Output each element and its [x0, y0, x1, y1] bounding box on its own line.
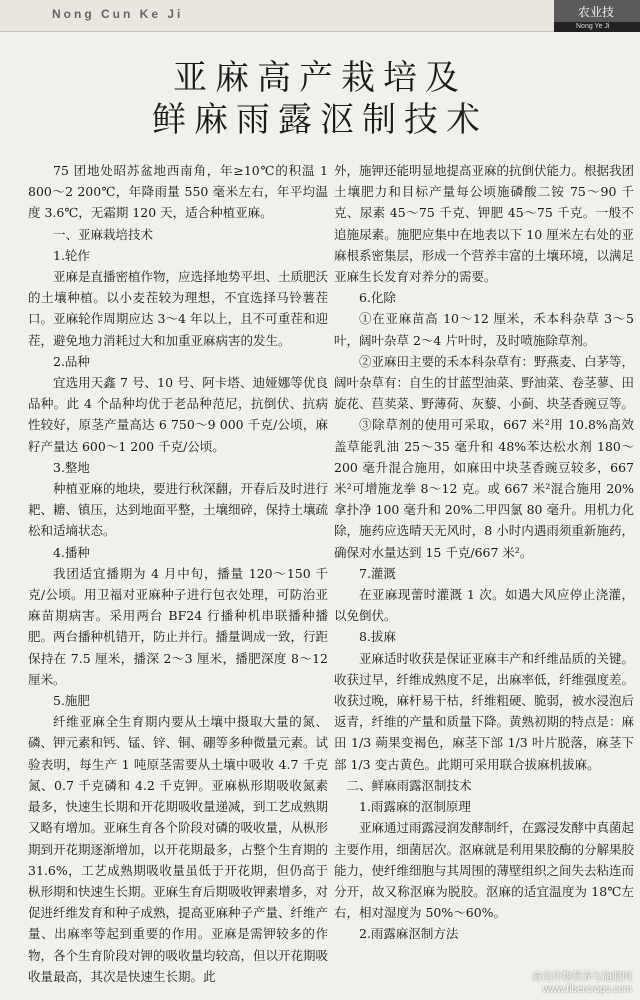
- section-heading: 1.轮作: [53, 247, 90, 263]
- section-heading: 7.灌溉: [359, 565, 396, 581]
- article-title-line-2: 鲜麻雨露沤制技术: [152, 100, 488, 140]
- section-tab-english: Nong Ye Ji: [554, 22, 640, 32]
- body-paragraph: 宜选用天鑫 7 号、10 号、阿卡塔、迪娅娜等优良品种。此 4 个品种均优于老品种范尼，抗倒伏、抗病性较好，原茎产量高达 6 750～9 000 千克/公顷，麻籽产量达 600～1 200 千克/公顷。: [28, 375, 328, 454]
- body-paragraph: 纤维亚麻全生育期内要从土壤中摄取大量的氮、磷、钾元素和钙、锰、锌、铜、硼等多种微量元素。试验表明，每生产 1 吨原茎需要从土壤中吸收 4.7 千克氮、0.7 千克磷和 4.2 千克钾。亚麻枞形期吸收氮素最多，快速生长期和开花期吸收量递减，到工艺成熟期又略有增加。亚麻生育各个阶段对磷的吸收量，从枞形期到开花期逐渐增加，以开花期最多，占整个生育期的 31.6%，工艺成熟期吸收量虽低于开花期，但仍高于枞形期和快速生长期。亚麻生育后期吸收钾素增多，对促进纤维发育和种子成熟，提高亚麻种子产量、纤维产量、出麻率等起到重要的作用。亚麻是需钾较多的作物，各个生育阶段对钾的吸收量均较高，但以开花期吸收量最高，其次是快速生长期。此: [28, 714, 328, 984]
- section-heading: 5.施肥: [53, 693, 90, 709]
- section-heading: 8.拔麻: [359, 629, 396, 645]
- journal-name: Nong Cun Ke Ji: [52, 7, 184, 21]
- watermark-line-2: www.fibercrops.com: [542, 984, 632, 995]
- right-column: [334, 160, 634, 995]
- body-paragraph: 我团适宜播期为 4 月中旬，播量 120～150 千克/公顷。用卫福对亚麻种子进行包衣处理，可防治亚麻苗期病害。采用两台 BF24 行播种机串联播种播肥。两台播种机错开，防止并行。播量调成一致，行距保持在 7.5 厘米，播深 2～3 厘米，播肥深度 8～12 厘米。: [28, 565, 328, 687]
- section-heading: 3.整地: [53, 459, 90, 475]
- section-heading: 6.化除: [359, 290, 396, 306]
- body-paragraph: 外，施钾还能明显地提高亚麻的抗倒伏能力。根据我团土壤肥力和目标产量每公顷施磷酸二铵 75～90 千克、尿素 45～75 千克、钾肥 45～75 千克。一般不追施尿素。施肥应集中在地表以下 10 厘米左右处的亚麻根系密集层，形成一个营养丰富的土壤环境，以满足亚麻生长发育对养分的需要。: [334, 163, 634, 285]
- body-paragraph: 种植亚麻的地块，要进行秋深翻，开春后及时进行耙、耱、镇压，达到地面平整，土壤细碎，保持土壤疏松和适墒状态。: [28, 481, 328, 539]
- running-header: [0, 0, 640, 32]
- section-heading: 一、亚麻栽培技术: [53, 226, 154, 242]
- section-heading: 4.播种: [53, 544, 90, 560]
- watermark: [532, 972, 632, 996]
- left-column: [28, 160, 328, 995]
- body-paragraph: 在亚麻现蕾时灌溉 1 次。如遇大风应停止浇灌，以免倒伏。: [334, 587, 634, 624]
- body-paragraph: ②亚麻田主要的禾本科杂草有：野燕麦、白茅等，阔叶杂草有：自生的甘蓝型油菜、野油菜、卷茎蓼、田旋花、苣荬菜、野薄荷、灰藜、小蓟、块茎香豌豆等。: [334, 353, 634, 412]
- section-heading: 2.品种: [53, 353, 90, 369]
- body-paragraph: 亚麻是直播密植作物，应选择地势平坦、土质肥沃的土壤种植。以小麦茬较为理想，不宜选择马铃薯茬口。亚麻轮作周期应达 3～4 年以上，且不可重茬和迎茬，避免地力消耗过大和加重亚麻病害的发生。: [28, 269, 328, 348]
- watermark-line-1: 麻类作物营养与施肥网: [532, 972, 632, 983]
- section-heading: 1.雨露麻的沤制原理: [359, 799, 471, 815]
- section-tab: 农业技: [554, 0, 640, 22]
- section-heading: 二、鲜麻雨露沤制技术: [346, 777, 472, 793]
- body-paragraph: 亚麻通过雨露浸润发酵制纤，在露浸发酵中真菌起主要作用，细菌居次。沤麻就是利用果胶酶的分解果胶能力，使纤维细胞与其周围的薄壁组织之间失去粘连而分开，故又称沤麻为脱胶。沤麻的适宜温度为 18℃左右，相对湿度为 50%～60%。: [334, 820, 634, 921]
- body-paragraph: 75 团地处昭苏盆地西南角，年≥10℃的积温 1 800～2 200℃，年降雨量 550 毫米左右，年平均温度 3.6℃，无霜期 120 天，适合种植亚麻。: [28, 163, 328, 221]
- body-paragraph: ③除草剂的使用可采取，667 米²用 10.8%高效盖草能乳油 25～35 毫升和 48%苯达松水剂 180～200 毫升混合施用，如麻田中块茎香豌豆较多，667 米²可增施龙拳 8～12 克。或 667 米²混合施用 20%拿扑净 100 毫升和 20%二甲四氯 80 毫升。用机力化除，施药应选晴天无风时，8 小时内遇雨须重新施药，确保对水量达到 15 千克/667 米²。: [334, 417, 634, 560]
- article-title-line-1: 亚麻高产栽培及: [173, 58, 467, 98]
- section-heading: 2.雨露麻沤制方法: [359, 926, 459, 942]
- body-paragraph: ①在亚麻苗高 10～12 厘米，禾本科杂草 3～5 叶，阔叶杂草 2～4 片叶时，及时喷施除草剂。: [334, 311, 634, 348]
- body-paragraph: 亚麻适时收获是保证亚麻丰产和纤维品质的关键。收获过早，纤维成熟度不足，出麻率低，纤维强度差。收获过晚，麻杆易干枯，纤维粗硬、脆弱，被水浸泡后返青，纤维的产量和质量下降。黄熟初期的特点是：麻田 1/3 蒴果变褐色，麻茎下部 1/3 叶片脱落，麻茎下部 1/3 变古黄色。此期可采用联合拔麻机拔麻。: [334, 650, 634, 772]
